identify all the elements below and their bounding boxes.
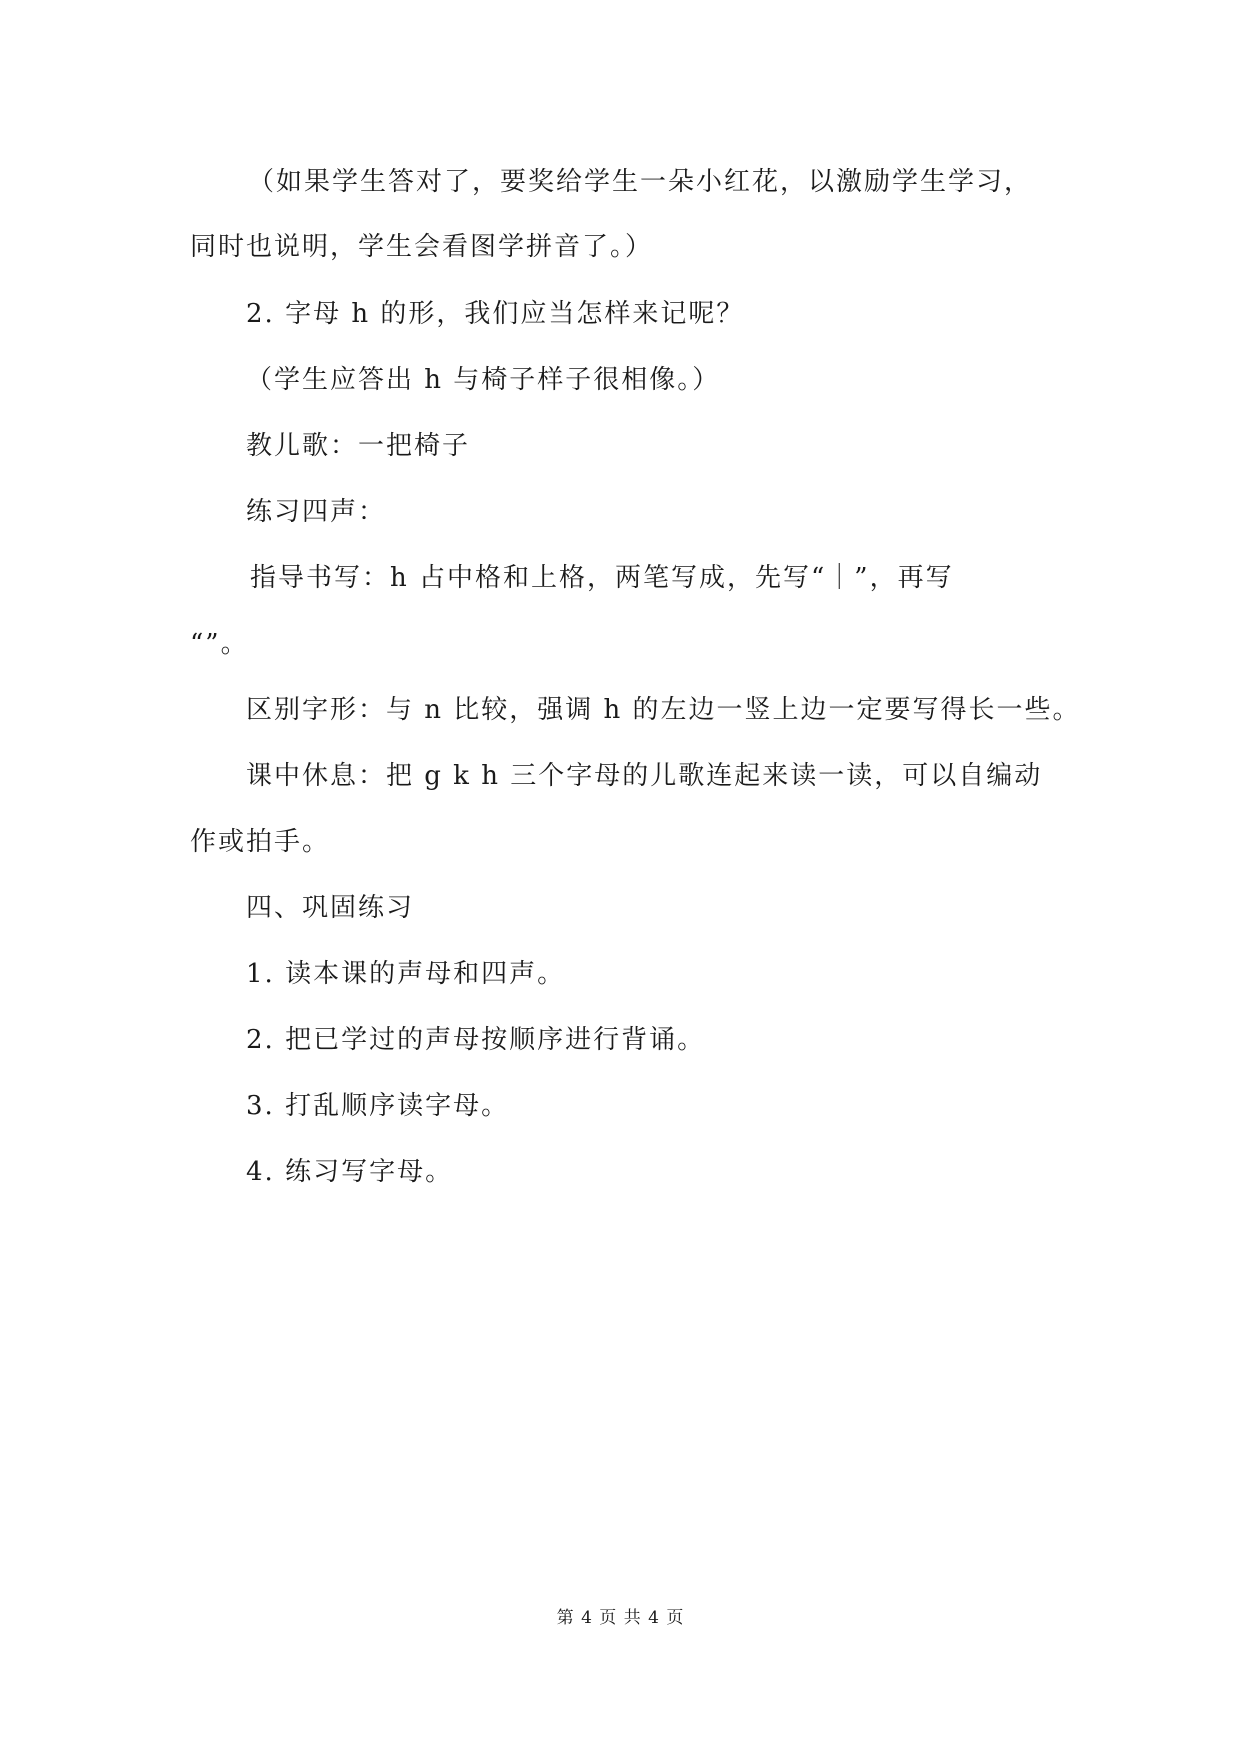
paragraph-line: 作或拍手。 [190,827,331,857]
paragraph-line: 课中休息：把 g k h 三个字母的儿歌连起来读一读，可以自编动 [246,761,1043,791]
paragraph-line: （学生应答出 h 与椅子样子很相像。） [246,365,721,395]
paragraph-line: “”。 [190,629,249,659]
paragraph-line: 2. 字母 h 的形，我们应当怎样来记呢？ [246,299,745,329]
paragraph-line: 教儿歌：一把椅子 [246,431,471,461]
paragraph-line: （如果学生答对了，要奖给学生一朵小红花，以激励学生学习， [248,167,1033,197]
list-item: 2. 把已学过的声母按顺序进行背诵。 [246,1025,706,1055]
list-item: 1. 读本课的声母和四声。 [246,959,566,989]
list-item: 3. 打乱顺序读字母。 [246,1091,510,1121]
page-number-footer: 第 4 页 共 4 页 [556,1608,685,1628]
paragraph-line: 指导书写：h 占中格和上格，两笔写成，先写“｜”，再写 [250,563,954,593]
paragraph-line: 练习四声： [246,497,387,527]
paragraph-line: 区别字形：与 n 比较，强调 h 的左边一竖上边一定要写得长一些。 [246,695,1081,725]
paragraph-line: 同时也说明，学生会看图学拼音了。） [190,232,654,262]
section-heading: 四、巩固练习 [246,893,415,923]
list-item: 4. 练习写字母。 [246,1157,454,1187]
